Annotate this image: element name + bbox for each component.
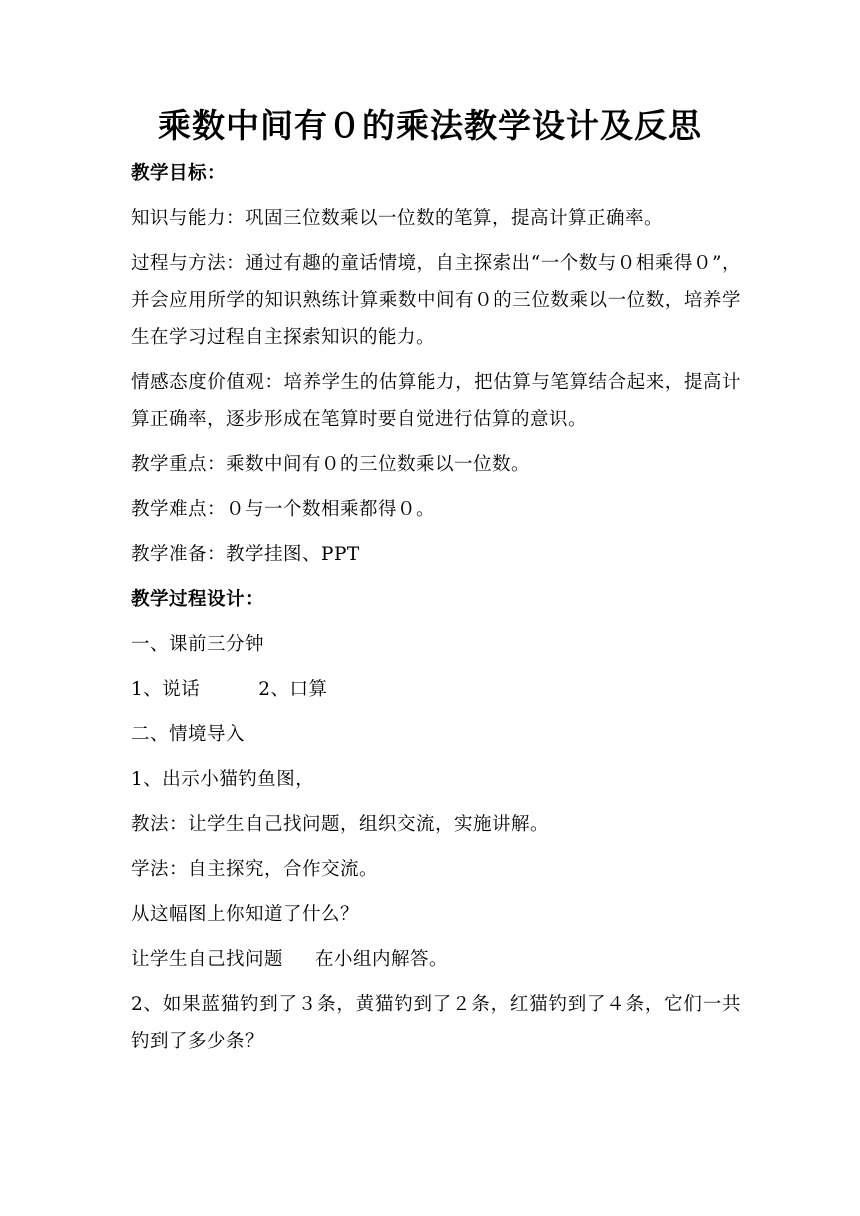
emotion-goal: 情感态度价值观：培养学生的估算能力，把估算与笔算结合起来，提高计算正确率，逐步形成在笔算时要自觉进行估算的意识。 xyxy=(131,372,741,430)
learning-method: 学法：自主探究，合作交流。 xyxy=(131,859,379,880)
key-point: 教学重点：乘数中间有０的三位数乘以一位数。 xyxy=(131,454,531,475)
preparation: 教学准备：教学挂图、PPT xyxy=(131,544,360,565)
activity-line xyxy=(131,941,741,978)
process-goal: 过程与方法：通过有趣的童话情境，自主探索出“一个数与０相乘得０”，并会应用所学的知识熟练计算乘数中间有０的三位数乘以一位数，培养学生在学习过程自主探索知识的能力。 xyxy=(131,253,741,348)
item-mental-math: 2、口算 xyxy=(258,679,328,700)
section-2-title: 二、情境导入 xyxy=(131,724,246,745)
document-title: 乘数中间有０的乘法教学设计及反思 xyxy=(158,106,702,145)
goals-heading: 教学目标： xyxy=(131,163,227,184)
knowledge-goal: 知识与能力：巩固三位数乘以一位数的笔算，提高计算正确率。 xyxy=(131,208,664,229)
step-1: 1、出示小猫钓鱼图， xyxy=(131,769,315,790)
section-1-items xyxy=(131,671,741,708)
process-heading: 教学过程设计： xyxy=(131,589,265,610)
question-1: 从这幅图上你知道了什么？ xyxy=(131,904,360,925)
step-2: 2、如果蓝猫钓到了３条，黄猫钓到了２条，红猫钓到了４条，它们一共钓到了多少条？ xyxy=(131,994,741,1052)
activity-find-problem: 让学生自己找问题 xyxy=(131,949,284,970)
difficulty: 教学难点：０与一个数相乘都得０。 xyxy=(131,499,436,520)
activity-group-solve: 在小组内解答。 xyxy=(315,949,449,970)
section-1-title: 一、课前三分钟 xyxy=(131,634,265,655)
item-speaking: 1、说话 xyxy=(131,679,201,700)
teaching-method: 教法：让学生自己找问题，组织交流，实施讲解。 xyxy=(131,814,550,835)
document-body xyxy=(131,155,741,1068)
